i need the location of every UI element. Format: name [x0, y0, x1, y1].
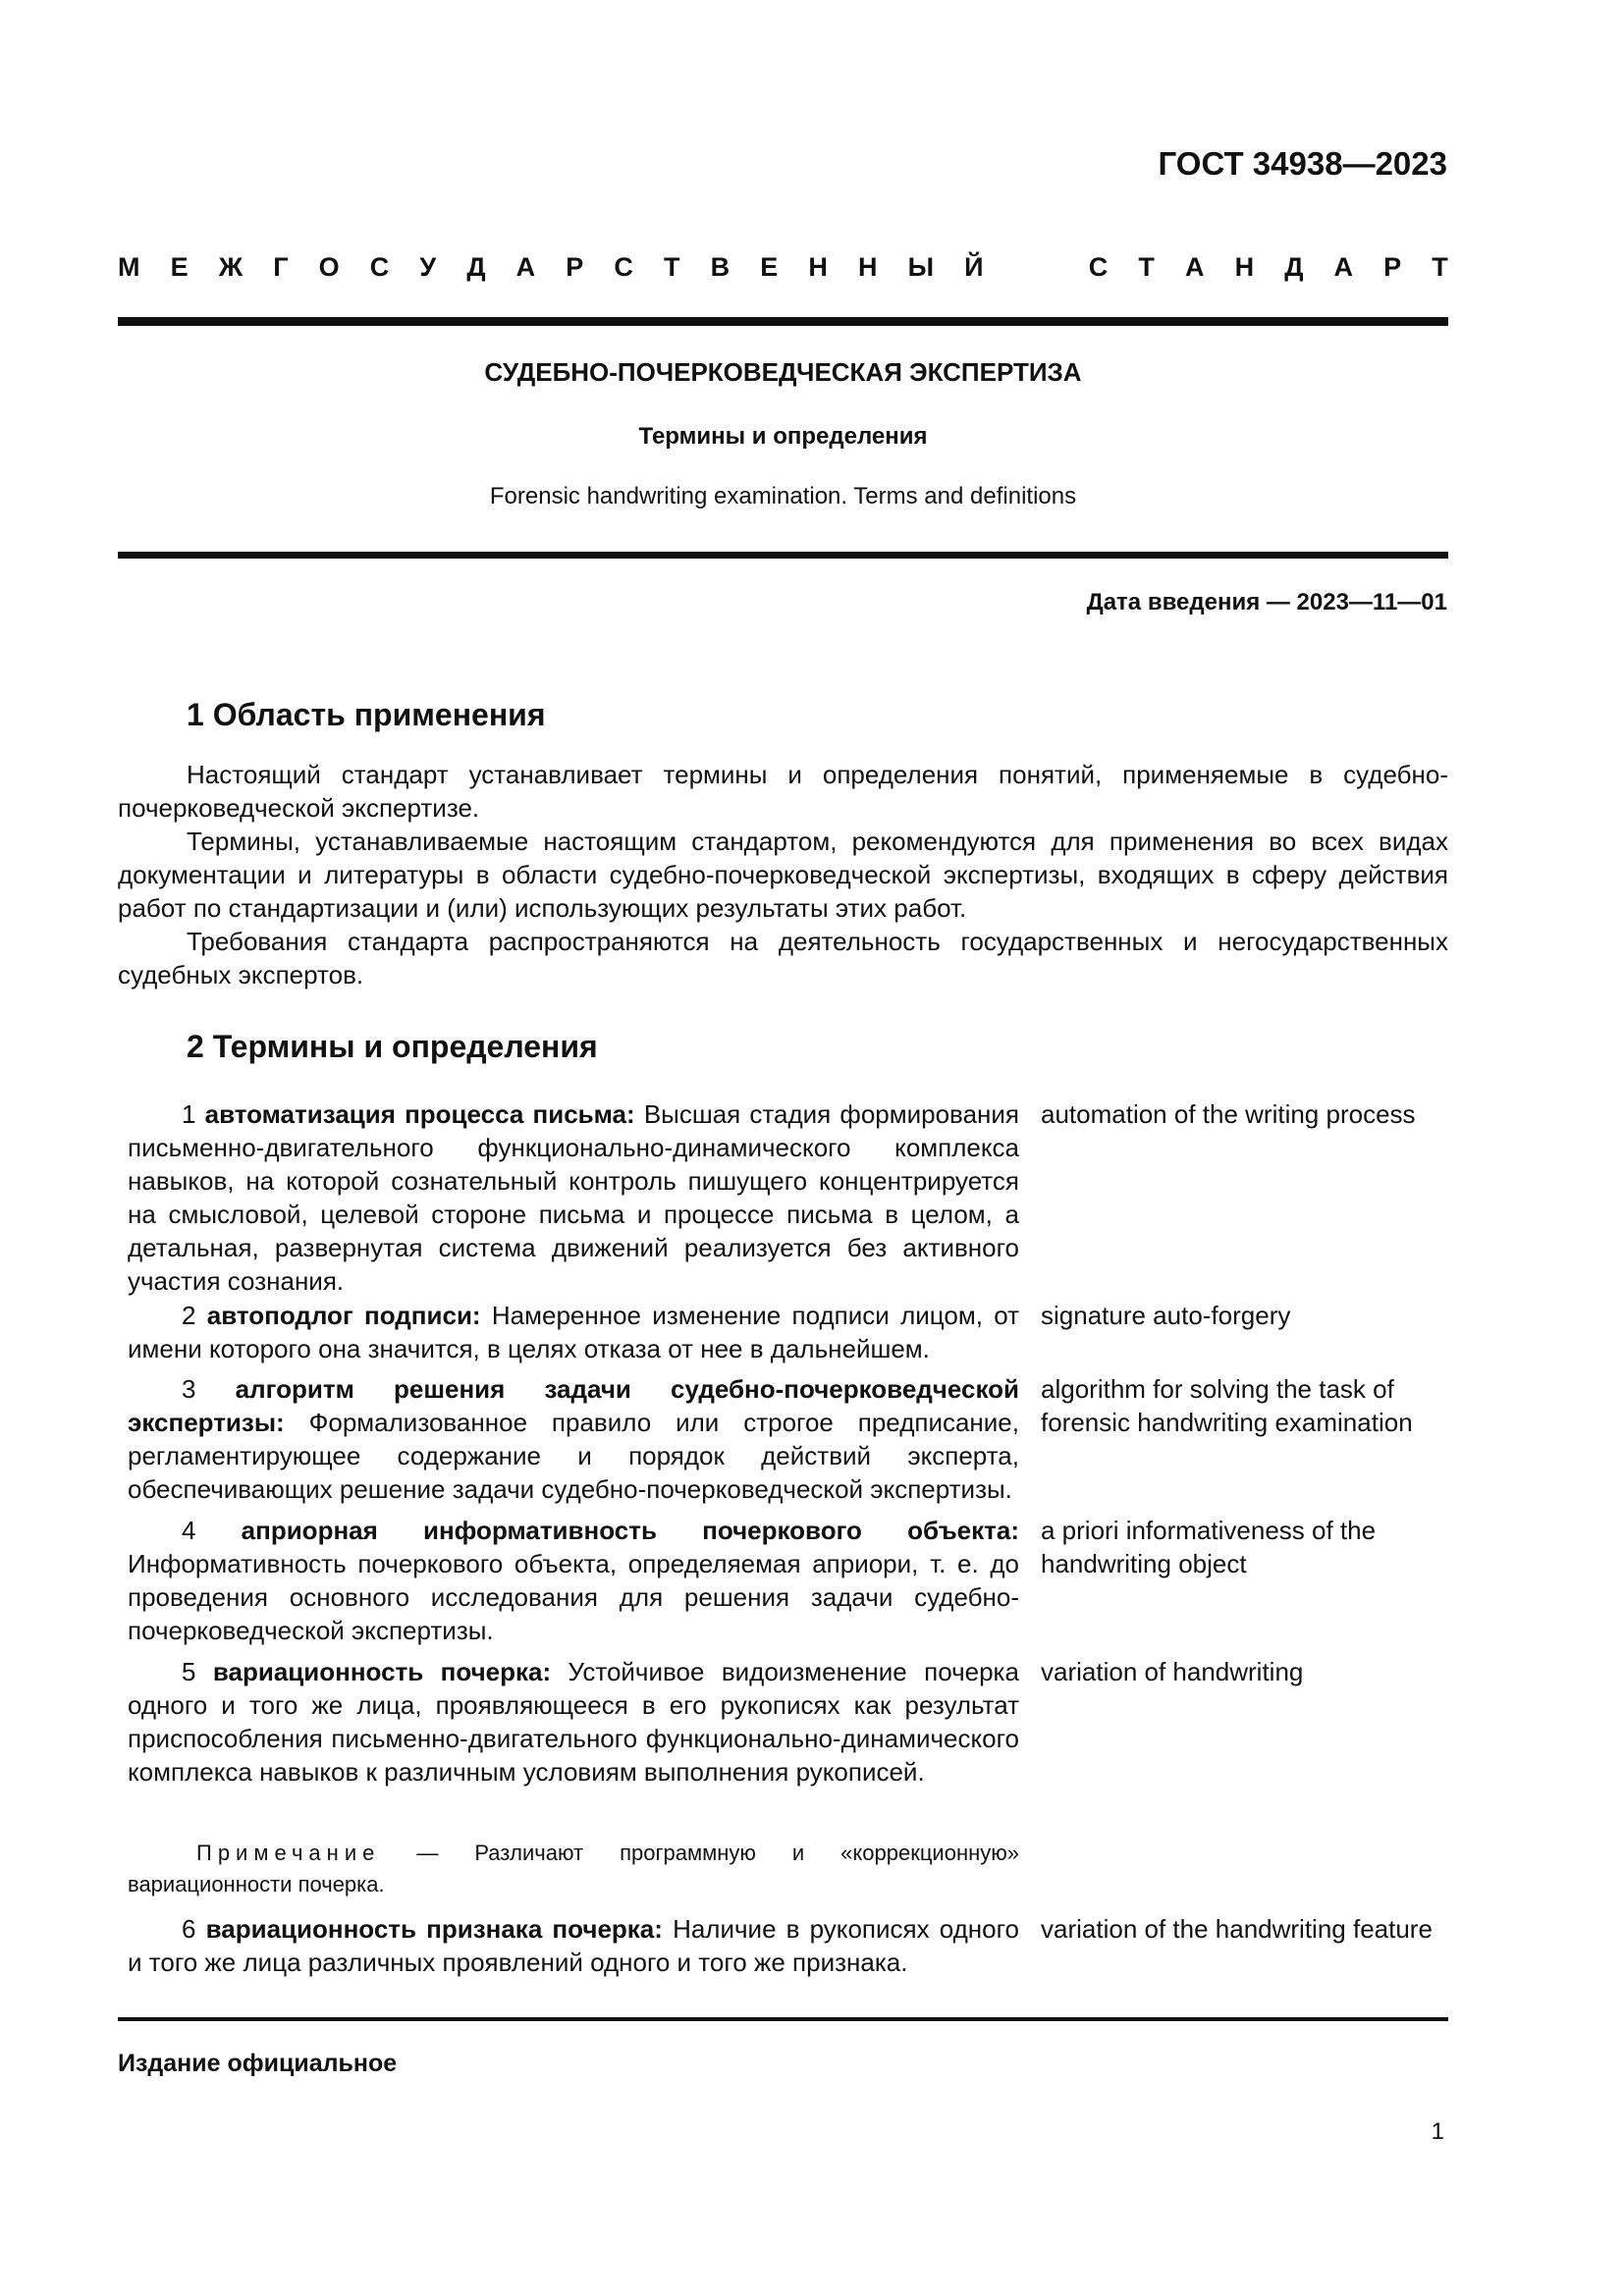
interstate-letter: А: [515, 252, 536, 282]
term-name: вариационность почерка:: [212, 1657, 552, 1686]
word-gap: [1014, 252, 1058, 283]
term-definition: 4 априорная информативность почеркового объекта: Информативность почеркового объекта, определяемая априори, т. е. до проведения основного исследования для решения задачи судебно-почерковедческой экспертизы.: [128, 1516, 1019, 1645]
term-entry: [128, 1372, 1448, 1506]
interstate-letter: С: [1088, 252, 1109, 282]
term-note: [128, 1838, 1019, 1900]
interstate-letter: У: [419, 252, 437, 282]
term-entry: [128, 1655, 1448, 1789]
term-entry: [128, 1514, 1448, 1647]
interstate-letter: Д: [1284, 252, 1304, 282]
term-definition: 5 вариационность почерка: Устойчивое видоизменение почерка одного и того же лица, проявляющееся в его рукописях как результат приспособления письменно-двигательного функционально-динамического комплекса навыков к различным условиям выполнения рукописей.: [128, 1657, 1019, 1787]
interstate-letter: Й: [964, 252, 984, 282]
interstate-letter: О: [318, 252, 340, 282]
term-english: variation of handwriting: [1041, 1657, 1304, 1686]
interstate-letter: Н: [857, 252, 878, 282]
interstate-letter: А: [1184, 252, 1205, 282]
document-title-english: Forensic handwriting examination. Terms and definitions: [489, 483, 1077, 509]
page-number: 1: [1431, 2118, 1444, 2145]
interstate-letter: В: [710, 252, 731, 282]
edition-label: Издание официальное: [118, 2050, 398, 2077]
note-text: — Различают программную и «коррекционную» вариационности почерка.: [128, 1841, 1019, 1896]
term-name: алгоритм решения задачи судебно-почерковедческой экспертизы:: [128, 1374, 1019, 1437]
gost-code: ГОСТ 34938—2023: [1158, 145, 1447, 182]
term-definition: 1 автоматизация процесса письма: Высшая стадия формирования письменно-двигательного функционально-динамического комплекса навыков, на которой сознательный контроль пишущего концентрируется на смысловой, целевой стороне письма и процессе письма в целом, а детальная, развернутая система движений реализуется без активного участия сознания.: [128, 1099, 1019, 1296]
term-definition: 3 алгоритм решения задачи судебно-почерковедческой экспертизы: Формализованное правило или строгое предписание, регламентирующее содержание и порядок действий эксперта, обеспечивающих решение задачи судебно-почерковедческой экспертизы.: [128, 1374, 1019, 1504]
section-2-heading: 2 Термины и определения: [187, 1029, 598, 1064]
term-name: вариационность признака почерка:: [205, 1914, 663, 1944]
term-english: a priori informativeness of the handwriting object: [1041, 1516, 1377, 1578]
term-english: automation of the writing process: [1041, 1099, 1416, 1129]
interstate-letter: Д: [466, 252, 486, 282]
term-definition: 2 автоподлог подписи: Намеренное изменение подписи лицом, от имени которого она значится, в целях отказа от нее в дальнейшем.: [128, 1301, 1019, 1363]
term-definition: 6 вариационность признака почерка: Наличие в рукописях одного и того же лица различных проявлений одного и того же признака.: [128, 1914, 1019, 1977]
interstate-letter: Н: [808, 252, 828, 282]
interstate-letter: М: [118, 252, 140, 282]
interstate-letter: Е: [760, 252, 779, 282]
interstate-letter: С: [369, 252, 390, 282]
interstate-letter: Т: [664, 252, 680, 282]
title-rule: [118, 552, 1448, 559]
section-1-paragraph: Термины, устанавливаемые настоящим стандартом, рекомендуются для применения во всех видах документации и литературы в области судебно-почерковедческой экспертизы, входящих в сферу действия работ по стандартизации и (или) использующих результаты этих работ.: [118, 827, 1448, 923]
section-1-paragraph: Настоящий стандарт устанавливает термины и определения понятий, применяемые в судебно-почерковедческой экспертизе.: [118, 760, 1448, 823]
term-name: априорная информативность почеркового объекта:: [241, 1516, 1019, 1545]
term-entry: [128, 1299, 1448, 1365]
header-rule: [118, 317, 1448, 326]
interstate-letter: Н: [1234, 252, 1255, 282]
term-english: variation of the handwriting feature: [1041, 1914, 1433, 1944]
term-entry: [128, 1912, 1448, 1979]
section-1-body: [118, 758, 1448, 991]
interstate-letter: Ы: [907, 252, 935, 282]
interstate-letter: Р: [1383, 252, 1402, 282]
interstate-letter: Е: [170, 252, 189, 282]
interstate-letter: Р: [566, 252, 584, 282]
introduction-date: Дата введения — 2023—11—01: [1086, 589, 1447, 615]
interstate-letter: С: [614, 252, 633, 282]
interstate-standard-label: [118, 252, 1448, 283]
term-name: автоподлог подписи:: [206, 1301, 481, 1330]
term-english: algorithm for solving the task of forensic handwriting examination: [1041, 1374, 1413, 1437]
section-1-heading: 1 Область применения: [187, 697, 546, 732]
term-entry: [128, 1097, 1448, 1298]
term-name: автоматизация процесса письма:: [204, 1099, 635, 1129]
footer-rule: [118, 2017, 1448, 2021]
interstate-letter: Т: [1432, 252, 1448, 282]
interstate-letter: Т: [1138, 252, 1155, 282]
document-subtitle: Термины и определения: [638, 423, 928, 450]
interstate-letter: Г: [273, 252, 289, 282]
note-label: Примечание: [196, 1841, 381, 1865]
term-english: signature auto-forgery: [1041, 1301, 1291, 1330]
section-1-paragraph: Требования стандарта распространяются на деятельность государственных и негосударственных судебных экспертов.: [118, 927, 1448, 989]
interstate-letter: Ж: [218, 252, 244, 282]
document-title: СУДЕБНО-ПОЧЕРКОВЕДЧЕСКАЯ ЭКСПЕРТИЗА: [484, 357, 1082, 387]
interstate-letter: А: [1333, 252, 1354, 282]
